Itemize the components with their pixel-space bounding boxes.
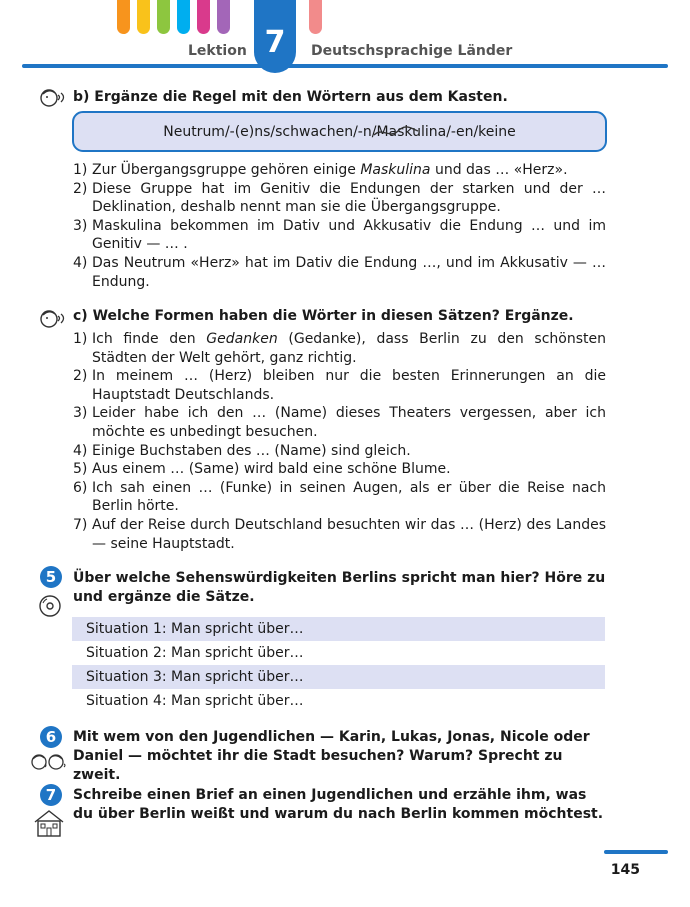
list-item <box>73 330 606 367</box>
speaking-icon <box>38 307 66 329</box>
list-item <box>73 404 606 441</box>
list-item <box>73 161 606 180</box>
task-5-title: Über welche Sehenswürdigkeiten Berlins spricht man hier? Höre zu und ergänze die Sätze. <box>73 570 606 605</box>
situation-list <box>72 617 605 713</box>
item-number: 2) <box>73 368 88 385</box>
item-text: Auf der Reise durch Deutschland besuchten wir das … (Herz) des Landes — seine Hauptstadt. <box>92 516 606 552</box>
item-number: 7) <box>73 516 88 533</box>
task-7-badge: 7 <box>40 784 62 806</box>
list-item <box>73 180 606 217</box>
item-text: Maskulina bekommen im Dativ und Akkusativ die Endung … und im Genitiv — … . <box>92 217 606 253</box>
situation-row: Situation 4: Man spricht über… <box>86 693 304 709</box>
item-number: 4) <box>73 254 88 271</box>
item-italic: Gedanken <box>206 331 278 347</box>
pair-talk-icon <box>28 750 68 774</box>
list-item <box>73 516 606 553</box>
item-number: 1) <box>73 162 88 178</box>
list-item <box>73 442 606 461</box>
item-text: und das … «Herz». <box>430 162 568 178</box>
sentence-list <box>73 330 606 553</box>
color-tab <box>117 0 130 34</box>
word-box-crossed-text: Maskulina <box>376 123 447 140</box>
item-text: (Gedanke), dass Berlin zu den schönsten Städten der Welt gehört, ganz richtig. <box>92 331 606 366</box>
task-5-badge: 5 <box>40 566 62 588</box>
word-box-text-before: Neutrum/-(e)ns/schwachen/-n/ <box>163 123 377 140</box>
task-7-title: Schreibe einen Brief an einen Jugendlichen und erzähle ihm, was du über Berlin weißt und warum du nach Berlin kommen möchtest. <box>73 787 604 822</box>
house-icon <box>32 808 66 838</box>
item-number: 6) <box>73 479 88 496</box>
item-number: 2) <box>73 180 88 197</box>
list-item <box>73 254 606 291</box>
section-b-title: b) Ergänze die Regel mit den Wörtern aus dem Kasten. <box>73 89 508 105</box>
item-number: 5) <box>73 461 88 478</box>
item-text: Das Neutrum «Herz» hat im Dativ die Endung …, und im Akkusativ — … Endung. <box>92 254 606 290</box>
item-text: Aus einem … (Same) wird bald eine schöne Blume. <box>92 461 451 478</box>
item-number: 3) <box>73 217 88 234</box>
word-box-crossed-word <box>376 124 446 140</box>
item-text: Ich finde den <box>92 331 207 347</box>
item-text: Diese Gruppe hat im Genitiv die Endungen der starken und der … Deklination, deshalb nennt man sie die Übergangsgruppe. <box>92 180 606 216</box>
color-tab <box>157 0 170 34</box>
item-number: 4) <box>73 442 88 459</box>
speaking-icon <box>38 86 66 108</box>
header-divider <box>22 64 668 68</box>
strikethrough-mark <box>372 125 420 139</box>
color-tab <box>177 0 190 34</box>
item-italic: Maskulina <box>360 162 431 178</box>
color-tab <box>197 0 210 34</box>
item-text: Einige Buchstaben des … (Name) sind gleich. <box>92 442 411 459</box>
page-number: 145 <box>610 862 640 878</box>
item-text: Zur Übergangsgruppe gehören einige <box>92 162 361 178</box>
audio-cd-icon <box>38 594 62 618</box>
lektion-label: Lektion <box>188 43 247 59</box>
task-6-title: Mit wem von den Jugendlichen — Karin, Lukas, Jonas, Nicole oder Daniel — möchtet ihr die Stadt besuchen? Warum? Sprecht zu zweit. <box>73 729 590 783</box>
word-box-text-after: /-en/keine <box>446 123 516 140</box>
lektion-number: 7 <box>254 0 296 73</box>
item-text: In meinem … (Herz) bleiben nur die besten Erinnerungen an die Hauptstadt Deutschlands. <box>92 368 606 403</box>
color-tab <box>217 0 230 34</box>
item-number: 3) <box>73 405 88 422</box>
color-tab <box>309 0 322 34</box>
section-c-title: c) Welche Formen haben die Wörter in diesen Sätzen? Ergänze. <box>73 308 574 324</box>
item-number: 1) <box>73 331 88 347</box>
item-text: Ich sah einen … (Funke) in seinen Augen, als er über die Reise nach Berlin hörte. <box>92 479 606 515</box>
list-item <box>73 460 606 479</box>
list-item <box>73 479 606 516</box>
situation-row: Situation 2: Man spricht über… <box>86 645 304 661</box>
color-tab <box>137 0 150 34</box>
chapter-title: Deutschsprachige Länder <box>311 43 513 59</box>
list-item <box>73 367 606 404</box>
footer-divider <box>604 850 668 854</box>
situation-row: Situation 1: Man spricht über… <box>72 617 605 641</box>
rule-list <box>73 161 606 291</box>
item-text: Leider habe ich den … (Name) dieses Theaters vergessen, aber ich möchte es unbedingt besuchen. <box>92 405 606 440</box>
list-item <box>73 217 606 254</box>
task-6-badge: 6 <box>40 726 62 748</box>
situation-row: Situation 3: Man spricht über… <box>72 665 605 689</box>
word-box <box>72 111 607 152</box>
